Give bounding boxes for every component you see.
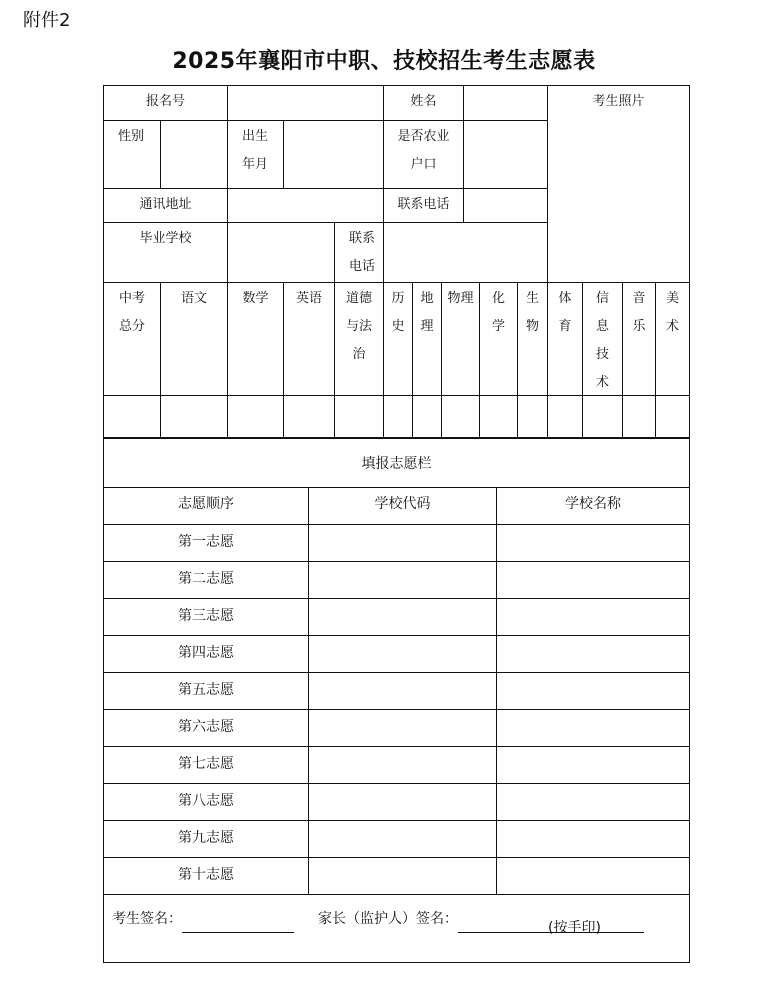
volunteer-row-6-order: [103, 709, 309, 747]
rural-label-label: 是否农业户口: [397, 129, 450, 172]
attachment-label: 附件2: [23, 10, 71, 31]
col-order-header-label: 志愿顺序: [178, 496, 234, 512]
score-header-physics: [441, 282, 480, 396]
score-field-music[interactable]: [622, 395, 656, 439]
volunteer-row-4-order-label: 第四志愿: [178, 645, 234, 661]
score-field-total[interactable]: [103, 395, 161, 439]
address-field[interactable]: [227, 188, 384, 223]
score-header-history-label: 历史: [391, 291, 405, 334]
volunteer-row-6-order-label: 第六志愿: [178, 719, 234, 735]
address-label: [103, 188, 228, 223]
score-header-biology-label: 生物: [525, 291, 539, 334]
birth-label-label: 出生年月: [242, 129, 269, 172]
gender-label: [103, 120, 161, 189]
score-header-pe-label: 体育: [558, 291, 572, 334]
volunteer-row-10-order: [103, 857, 309, 895]
volunteer-row-3-order: [103, 598, 309, 636]
fingerprint-label: (按手印): [548, 920, 601, 936]
volunteer-row-8-code[interactable]: [308, 783, 497, 821]
score-header-chemistry: [479, 282, 518, 396]
volunteer-row-3-code[interactable]: [308, 598, 497, 636]
volunteer-row-10-code[interactable]: [308, 857, 497, 895]
score-field-chemistry[interactable]: [479, 395, 518, 439]
col-name-header: [496, 487, 690, 525]
phone-field[interactable]: [463, 188, 548, 223]
volunteer-row-1-code[interactable]: [308, 524, 497, 562]
birth-label: [227, 120, 284, 189]
score-header-chemistry-label: 化学: [491, 291, 505, 334]
volunteer-row-10-name[interactable]: [496, 857, 690, 895]
score-header-art: [655, 282, 690, 396]
volunteer-row-4-name[interactable]: [496, 635, 690, 673]
volunteer-row-7-code[interactable]: [308, 746, 497, 784]
volunteer-row-9-code[interactable]: [308, 820, 497, 858]
name-field[interactable]: [463, 85, 548, 121]
volunteer-row-4-code[interactable]: [308, 635, 497, 673]
volunteer-row-3-order-label: 第三志愿: [178, 608, 234, 624]
volunteer-row-8-order: [103, 783, 309, 821]
volunteer-row-7-order-label: 第七志愿: [178, 756, 234, 772]
volunteer-section-title-label: 填报志愿栏: [361, 456, 432, 472]
col-code-header-label: 学校代码: [374, 496, 431, 512]
volunteer-row-9-order-label: 第九志愿: [178, 830, 234, 846]
col-order-header: [103, 487, 309, 525]
volunteer-row-8-order-label: 第八志愿: [178, 793, 234, 809]
volunteer-row-6-code[interactable]: [308, 709, 497, 747]
fingerprint-line[interactable]: [544, 914, 644, 936]
parent-signature-line[interactable]: [458, 914, 544, 933]
score-header-math-label: 数学: [242, 291, 269, 306]
volunteer-row-5-order-label: 第五志愿: [178, 682, 234, 698]
score-field-english[interactable]: [283, 395, 335, 439]
volunteer-row-10-order-label: 第十志愿: [178, 867, 234, 883]
reg-no-field[interactable]: [227, 85, 384, 121]
score-field-geography[interactable]: [412, 395, 442, 439]
score-header-chinese-label: 语文: [180, 291, 207, 306]
score-header-math: [227, 282, 284, 396]
score-header-it: [582, 282, 623, 396]
volunteer-row-5-code[interactable]: [308, 672, 497, 710]
score-header-geography: [412, 282, 442, 396]
volunteer-row-9-name[interactable]: [496, 820, 690, 858]
volunteer-row-7-order: [103, 746, 309, 784]
phone-label-label: 联系电话: [397, 197, 450, 212]
score-field-physics[interactable]: [441, 395, 480, 439]
phone2-field[interactable]: [383, 222, 548, 283]
form-title: 2025年襄阳市中职、技校招生考生志愿表: [172, 49, 596, 74]
volunteer-row-6-name[interactable]: [496, 709, 690, 747]
volunteer-row-2-name[interactable]: [496, 561, 690, 599]
photo-box-label: 考生照片: [592, 94, 645, 109]
student-signature-line[interactable]: [182, 914, 294, 933]
score-header-physics-label: 物理: [447, 291, 474, 306]
score-header-it-label: 信息技术: [595, 291, 609, 390]
name-label: [383, 85, 464, 121]
score-header-english-label: 英语: [295, 291, 322, 306]
address-label-label: 通讯地址: [139, 197, 192, 212]
score-header-music: [622, 282, 656, 396]
score-field-art[interactable]: [655, 395, 690, 439]
score-header-art-label: 美术: [665, 291, 679, 334]
rural-field[interactable]: [463, 120, 548, 189]
score-header-total-label: 中考总分: [118, 291, 145, 334]
volunteer-section-title: [103, 438, 690, 488]
school-field[interactable]: [227, 222, 335, 283]
signature-area: [103, 894, 690, 963]
rural-label: [383, 120, 464, 189]
score-header-history: [383, 282, 413, 396]
score-field-morality[interactable]: [334, 395, 384, 439]
score-field-chinese[interactable]: [160, 395, 228, 439]
score-field-math[interactable]: [227, 395, 284, 439]
score-header-morality-label: 道德与法治: [345, 291, 372, 362]
volunteer-row-5-name[interactable]: [496, 672, 690, 710]
birth-field[interactable]: [283, 120, 384, 189]
volunteer-row-9-order: [103, 820, 309, 858]
name-label-label: 姓名: [410, 94, 437, 109]
volunteer-row-2-order-label: 第二志愿: [178, 571, 234, 587]
phone2-label: [334, 222, 384, 283]
score-header-geography-label: 地理: [420, 291, 434, 334]
score-field-it[interactable]: [582, 395, 623, 439]
parent-signature-label: 家长（监护人）签名：: [318, 911, 458, 927]
photo-box[interactable]: [547, 85, 690, 283]
volunteer-row-4-order: [103, 635, 309, 673]
school-label-label: 毕业学校: [139, 231, 192, 246]
volunteer-row-7-name[interactable]: [496, 746, 690, 784]
score-header-morality: [334, 282, 384, 396]
phone2-label-label: 联系电话: [349, 231, 376, 274]
reg-no-label: [103, 85, 228, 121]
col-code-header: [308, 487, 497, 525]
score-header-english: [283, 282, 335, 396]
score-header-pe: [547, 282, 583, 396]
volunteer-row-1-name[interactable]: [496, 524, 690, 562]
volunteer-row-2-order: [103, 561, 309, 599]
gender-label-label: 性别: [118, 129, 145, 144]
score-header-chinese: [160, 282, 228, 396]
col-name-header-label: 学校名称: [565, 496, 621, 512]
score-field-biology[interactable]: [517, 395, 548, 439]
score-header-music-label: 音乐: [632, 291, 646, 334]
volunteer-row-1-order-label: 第一志愿: [178, 534, 234, 550]
score-field-pe[interactable]: [547, 395, 583, 439]
volunteer-row-5-order: [103, 672, 309, 710]
phone-label: [383, 188, 464, 223]
volunteer-row-2-code[interactable]: [308, 561, 497, 599]
score-header-total: [103, 282, 161, 396]
volunteer-row-8-name[interactable]: [496, 783, 690, 821]
volunteer-row-3-name[interactable]: [496, 598, 690, 636]
student-signature-label: 考生签名：: [112, 911, 182, 927]
score-field-history[interactable]: [383, 395, 413, 439]
gender-field[interactable]: [160, 120, 228, 189]
score-header-biology: [517, 282, 548, 396]
reg-no-label-label: 报名号: [145, 94, 185, 109]
school-label: [103, 222, 228, 283]
volunteer-row-1-order: [103, 524, 309, 562]
